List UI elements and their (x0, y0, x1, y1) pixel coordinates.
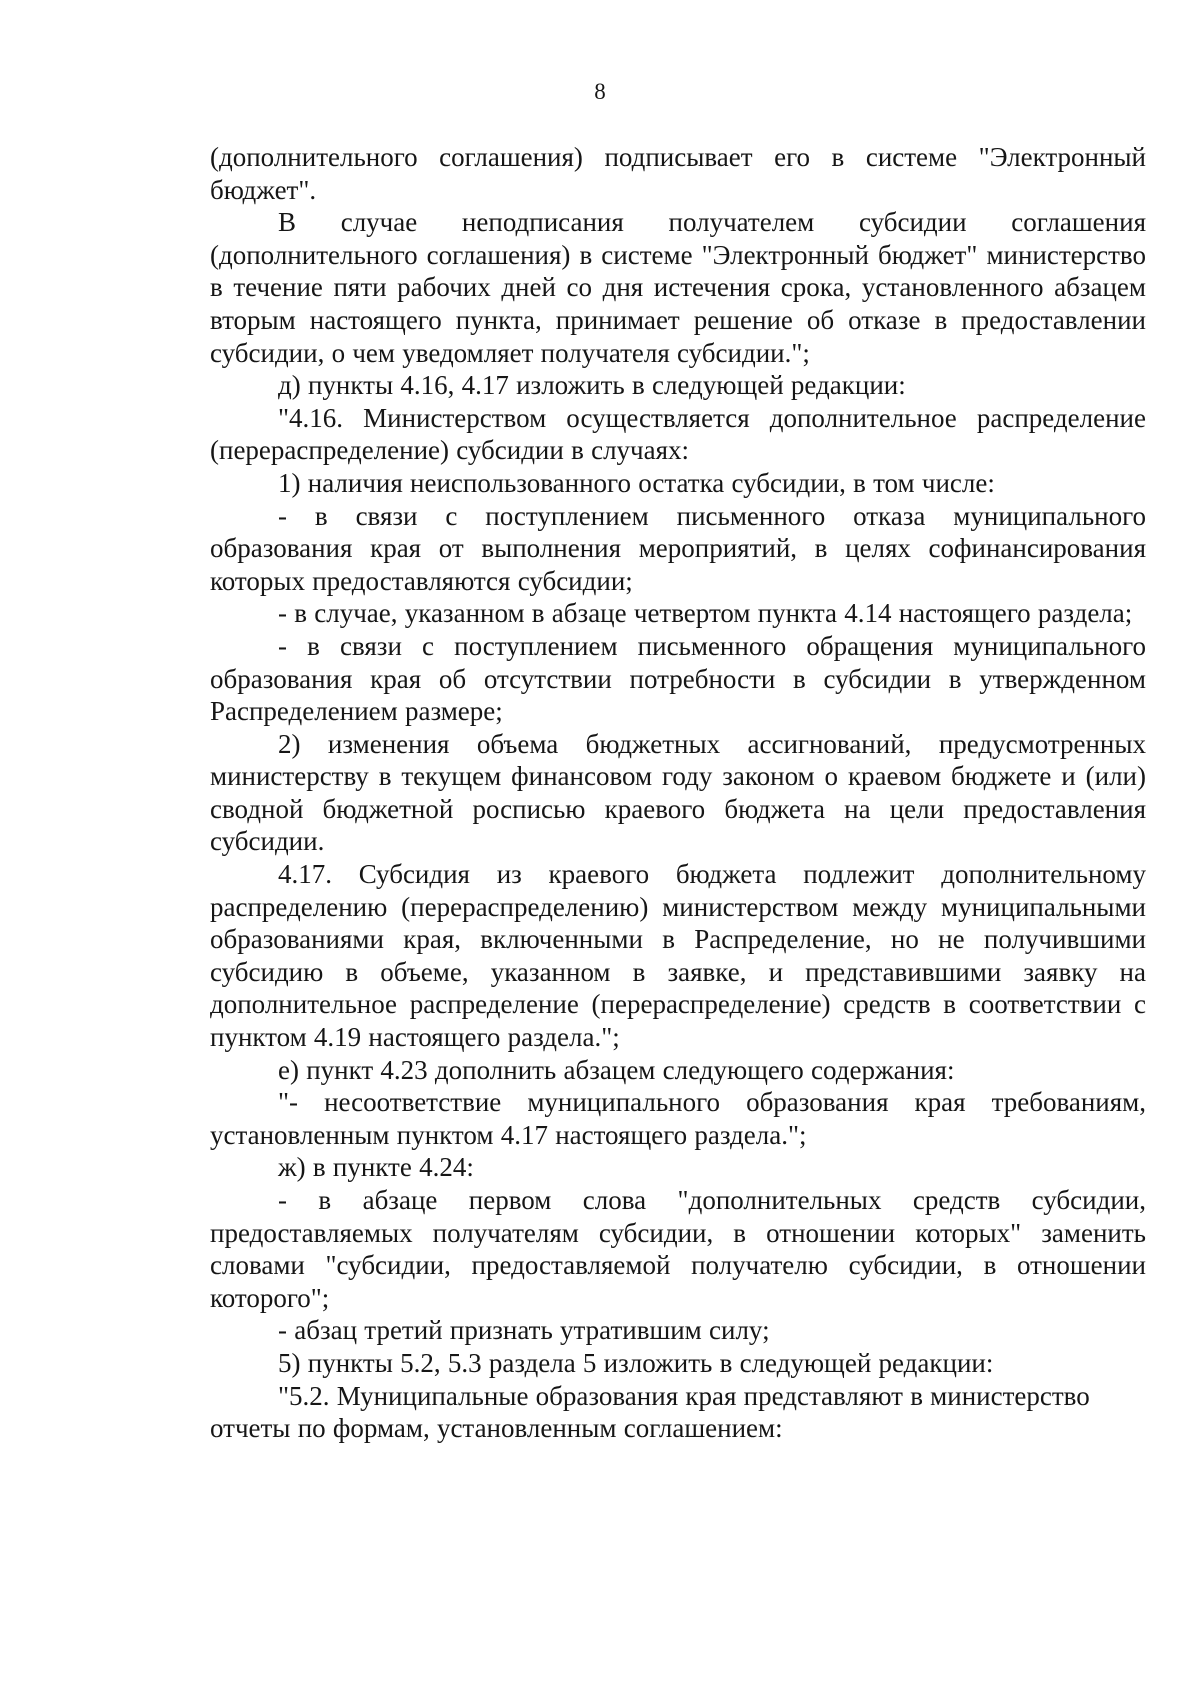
paragraph: ж) в пункте 4.24: (278, 1152, 474, 1183)
paragraph: 4.17. Субсидия из краевого бюджета подлежит дополнительному распределению (перераспределению) министерством между муниципальными образованиями края, включенными в Распределение, но не получившими субсидию в объеме, указанном в заявке, и представившими заявку на дополнительное распределение (перераспределение) средств в соответствии с пунктом 4.19 настоящего раздела."; (210, 859, 1146, 1053)
paragraph: - в связи с поступлением письменного обращения муниципального образования края об отсутствии потребности в субсидии в утвержденном Распределением размере; (210, 630, 1146, 727)
document-body (210, 141, 1146, 1445)
paragraph: - абзац третий признать утратившим силу; (278, 1315, 770, 1346)
paragraph: 5) пункты 5.2, 5.3 раздела 5 изложить в следующей редакции: (278, 1347, 994, 1378)
paragraph: 2) изменения объема бюджетных ассигнований, предусмотренных министерству в текущем финансовом году законом о краевом бюджете и (или) сводной бюджетной росписью краевого бюджета на цели предоставления субсидии. (210, 728, 1146, 857)
paragraph: - в абзаце первом слова "дополнительных средств субсидии, предоставляемых получателям субсидии, в отношении которых" заменить словами "субсидии, предоставляемой получателю субсидии, в отношении которого"; (210, 1185, 1146, 1313)
paragraph: "4.16. Министерством осуществляется дополнительное распределение (перераспределение) субсидии в случаях: (210, 402, 1146, 466)
paragraph: "5.2. Муниципальные образования края представляют в министерство отчеты по формам, установленным соглашением: (210, 1380, 1090, 1444)
paragraph: В случае неподписания получателем субсидии соглашения (дополнительного соглашения) в системе "Электронный бюджет" министерство в течение пяти рабочих дней со дня истечения срока, установленного абзацем вторым настоящего пункта, принимает решение об отказе в предоставлении субсидии, о чем уведомляет получателя субсидии."; (210, 207, 1146, 368)
paragraph: е) пункт 4.23 дополнить абзацем следующего содержания: (278, 1054, 955, 1085)
paragraph: д) пункты 4.16, 4.17 изложить в следующей редакции: (278, 370, 906, 401)
paragraph: 1) наличия неиспользованного остатка субсидии, в том числе: (278, 467, 995, 498)
paragraph: (дополнительного соглашения) подписывает его в системе "Электронный бюджет". (210, 142, 1146, 205)
paragraph: "- несоответствие муниципального образования края требованиям, установленным пунктом 4.17 настоящего раздела."; (210, 1087, 1146, 1150)
paragraph: - в связи с поступлением письменного отказа муниципального образования края от выполнения мероприятий, в целях софинансирования которых предоставляются субсидии; (210, 500, 1146, 596)
page-number: 8 (594, 79, 606, 104)
paragraph: - в случае, указанном в абзаце четвертом пункта 4.14 настоящего раздела; (278, 598, 1133, 629)
